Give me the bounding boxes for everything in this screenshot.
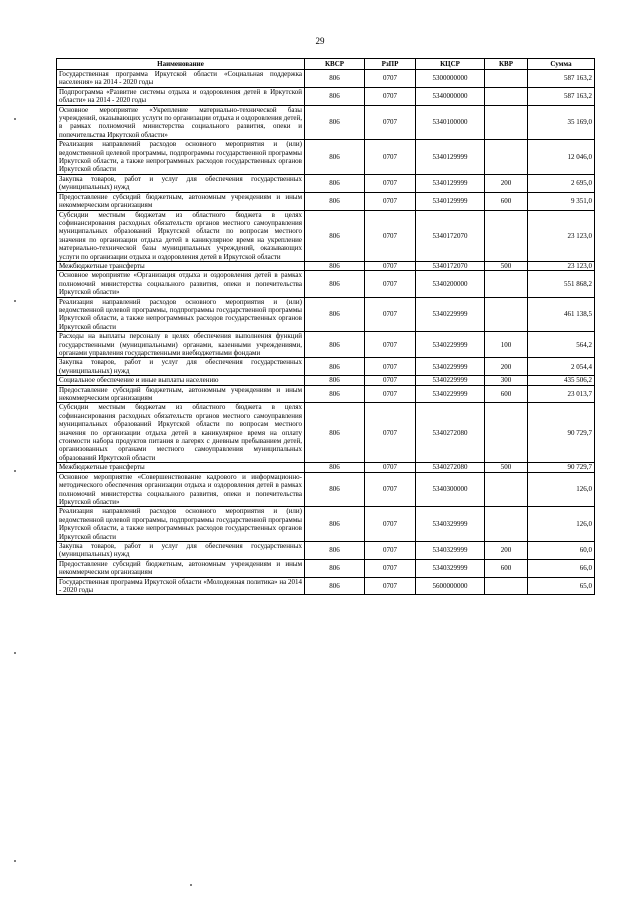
- cell-kcsr: 5340300000: [416, 472, 485, 507]
- cell-name: Реализация направлений расходов основного мероприятия и (или) ведомственной целевой программы, подпрограммы государственной программы Иркутской области, а также непрограммных расходов государственных органов Иркутской области: [57, 507, 305, 542]
- header-name: Наименование: [57, 59, 305, 70]
- table-row: [57, 463, 595, 472]
- cell-sum: 23 123,0: [528, 210, 595, 261]
- cell-kcsr: 5340229999: [416, 376, 485, 385]
- cell-kcsr: 5340272080: [416, 403, 485, 463]
- cell-rzpr: 0707: [365, 577, 416, 595]
- cell-kvr: 500: [485, 463, 528, 472]
- table-row: [57, 140, 595, 175]
- cell-rzpr: 0707: [365, 385, 416, 403]
- cell-kcsr: 5340129999: [416, 140, 485, 175]
- cell-kcsr: 5340100000: [416, 105, 485, 140]
- table-row: [57, 261, 595, 270]
- cell-sum: 60,0: [528, 541, 595, 559]
- cell-kvsr: 806: [305, 577, 365, 595]
- cell-name: Государственная программа Иркутской области «Молодежная политика» на 2014 - 2020 годы: [57, 577, 305, 595]
- cell-kvr: [485, 70, 528, 88]
- cell-kvr: 600: [485, 192, 528, 210]
- cell-rzpr: 0707: [365, 192, 416, 210]
- cell-name: Социальное обеспечение и иные выплаты населению: [57, 376, 305, 385]
- cell-rzpr: 0707: [365, 174, 416, 192]
- cell-name: Расходы на выплаты персоналу в целях обеспечения выполнения функций государственными (муниципальными) органами, казенными учреждениями, органами управления государственными внебюджетными фондами: [57, 332, 305, 358]
- cell-kvsr: 806: [305, 140, 365, 175]
- budget-table: [56, 58, 595, 595]
- cell-kcsr: 5600000000: [416, 577, 485, 595]
- cell-rzpr: 0707: [365, 271, 416, 297]
- cell-kvr: 600: [485, 385, 528, 403]
- cell-kvsr: 806: [305, 463, 365, 472]
- cell-rzpr: 0707: [365, 507, 416, 542]
- table-row: [57, 105, 595, 140]
- cell-rzpr: 0707: [365, 559, 416, 577]
- cell-rzpr: 0707: [365, 541, 416, 559]
- cell-rzpr: 0707: [365, 140, 416, 175]
- table-row: [57, 332, 595, 358]
- cell-rzpr: 0707: [365, 472, 416, 507]
- cell-sum: 66,0: [528, 559, 595, 577]
- cell-kvr: 300: [485, 376, 528, 385]
- header-kcsr: КЦСР: [416, 59, 485, 70]
- cell-kvsr: 806: [305, 105, 365, 140]
- cell-kcsr: 5340229999: [416, 332, 485, 358]
- cell-kcsr: 5340129999: [416, 192, 485, 210]
- cell-sum: 9 351,0: [528, 192, 595, 210]
- cell-kvsr: 806: [305, 507, 365, 542]
- cell-kcsr: 5340200000: [416, 271, 485, 297]
- cell-sum: 23 123,0: [528, 261, 595, 270]
- cell-kvsr: 806: [305, 332, 365, 358]
- table-row: [57, 70, 595, 88]
- table-row: [57, 271, 595, 297]
- scan-speck: [14, 860, 16, 862]
- table-row: [57, 376, 595, 385]
- cell-name: Межбюджетные трансферты: [57, 261, 305, 270]
- cell-sum: 2 054,4: [528, 358, 595, 376]
- cell-sum: 90 729,7: [528, 403, 595, 463]
- cell-kvsr: 806: [305, 297, 365, 332]
- cell-kvr: [485, 271, 528, 297]
- table-row: [57, 385, 595, 403]
- cell-kcsr: 5340129999: [416, 174, 485, 192]
- cell-sum: 35 169,0: [528, 105, 595, 140]
- cell-kcsr: 5340229999: [416, 297, 485, 332]
- cell-kvsr: 806: [305, 261, 365, 270]
- cell-kcsr: 5340172070: [416, 261, 485, 270]
- cell-name: Предоставление субсидий бюджетным, автономным учреждениям и иным некоммерческим организациям: [57, 385, 305, 403]
- table-row: [57, 403, 595, 463]
- cell-kvsr: 806: [305, 70, 365, 88]
- cell-rzpr: 0707: [365, 87, 416, 105]
- cell-rzpr: 0707: [365, 70, 416, 88]
- cell-kvsr: 806: [305, 385, 365, 403]
- scan-speck: [14, 652, 16, 654]
- cell-kcsr: 5340329999: [416, 507, 485, 542]
- table-row: [57, 472, 595, 507]
- cell-kvr: 100: [485, 332, 528, 358]
- table-row: [57, 192, 595, 210]
- cell-name: Основное мероприятие «Укрепление материально-технической базы учреждений, оказывающих услуги по организации отдыха и оздоровления детей, в рамках полномочий министерства социального развития, опеки и попечительства Иркутской области»: [57, 105, 305, 140]
- cell-kvsr: 806: [305, 174, 365, 192]
- cell-sum: 435 506,2: [528, 376, 595, 385]
- cell-name: Межбюджетные трансферты: [57, 463, 305, 472]
- cell-name: Основное мероприятие «Совершенствование кадрового и информационно-методического обеспечения организации отдыха и оздоровления детей в рамках полномочий министерства социального развития, опеки и попечительства Иркутской области»: [57, 472, 305, 507]
- cell-name: Закупка товаров, работ и услуг для обеспечения государственных (муниципальных) нужд: [57, 358, 305, 376]
- cell-kvr: [485, 297, 528, 332]
- cell-kvr: [485, 210, 528, 261]
- table-row: [57, 358, 595, 376]
- cell-sum: 587 163,2: [528, 70, 595, 88]
- cell-sum: 587 163,2: [528, 87, 595, 105]
- table-row: [57, 297, 595, 332]
- cell-kvsr: 806: [305, 559, 365, 577]
- cell-name: Основное мероприятие «Организация отдыха и оздоровления детей в рамках полномочий министерства социального развития, опеки и попечительства Иркутской области»: [57, 271, 305, 297]
- cell-kcsr: 5340329999: [416, 559, 485, 577]
- cell-name: Закупка товаров, работ и услуг для обеспечения государственных (муниципальных) нужд: [57, 174, 305, 192]
- scan-speck: [14, 470, 16, 472]
- cell-kvr: [485, 472, 528, 507]
- cell-kcsr: 5340229999: [416, 358, 485, 376]
- cell-kvsr: 806: [305, 541, 365, 559]
- table-row: [57, 541, 595, 559]
- cell-rzpr: 0707: [365, 105, 416, 140]
- table-row: [57, 507, 595, 542]
- table-row: [57, 577, 595, 595]
- table-body: [57, 70, 595, 595]
- scan-speck: [14, 118, 16, 120]
- cell-kvsr: 806: [305, 271, 365, 297]
- scan-speck: [190, 884, 192, 886]
- table-header-row: [57, 59, 595, 70]
- cell-sum: 2 695,0: [528, 174, 595, 192]
- header-kvr: КВР: [485, 59, 528, 70]
- cell-rzpr: 0707: [365, 210, 416, 261]
- header-kvsr: КВСР: [305, 59, 365, 70]
- cell-sum: 126,0: [528, 507, 595, 542]
- cell-rzpr: 0707: [365, 463, 416, 472]
- cell-sum: 23 013,7: [528, 385, 595, 403]
- scan-speck: [14, 300, 16, 302]
- cell-kvsr: 806: [305, 87, 365, 105]
- cell-kvsr: 806: [305, 376, 365, 385]
- cell-kvsr: 806: [305, 472, 365, 507]
- cell-sum: 90 729,7: [528, 463, 595, 472]
- cell-rzpr: 0707: [365, 297, 416, 332]
- cell-kvr: [485, 577, 528, 595]
- cell-name: Предоставление субсидий бюджетным, автономным учреждениям и иным некоммерческим организациям: [57, 192, 305, 210]
- cell-kcsr: 5300000000: [416, 70, 485, 88]
- cell-sum: 461 138,5: [528, 297, 595, 332]
- cell-kvr: 200: [485, 174, 528, 192]
- table-row: [57, 559, 595, 577]
- cell-kcsr: 5340329999: [416, 541, 485, 559]
- cell-rzpr: 0707: [365, 376, 416, 385]
- cell-rzpr: 0707: [365, 332, 416, 358]
- cell-kvr: [485, 105, 528, 140]
- page-number: 29: [315, 36, 325, 46]
- cell-kcsr: 5340272080: [416, 463, 485, 472]
- cell-kvsr: 806: [305, 192, 365, 210]
- cell-name: Субсидии местным бюджетам из областного бюджета в целях софинансирования расходных обязательств органов местного самоуправления муниципальных образований Иркутской области по вопросам местного значения по организации отдыха детей в каникулярное время на оплату стоимости набора продуктов питания в лагерях с дневным пребыванием детей, организованных органами местного самоуправления муниципальных образований Иркутской области: [57, 403, 305, 463]
- cell-kvsr: 806: [305, 358, 365, 376]
- cell-name: Подпрограмма «Развитие системы отдыха и оздоровления детей в Иркутской области» на 2014 - 2020 годы: [57, 87, 305, 105]
- cell-name: Предоставление субсидий бюджетным, автономным учреждениям и иным некоммерческим организациям: [57, 559, 305, 577]
- cell-name: Реализация направлений расходов основного мероприятия и (или) ведомственной целевой программы, подпрограммы государственной программы Иркутской области, а также непрограммных расходов государственных органов Иркутской области: [57, 140, 305, 175]
- cell-rzpr: 0707: [365, 403, 416, 463]
- header-sum: Сумма: [528, 59, 595, 70]
- table-row: [57, 87, 595, 105]
- table-row: [57, 210, 595, 261]
- cell-name: Субсидии местным бюджетам из областного бюджета в целях софинансирования расходных обязательств органов местного самоуправления муниципальных образований Иркутской области по вопросам местного значения по организации отдыха детей в каникулярное время на укрепление материально-технической базы муниципальных учреждений, оказывающих услуги по организации отдыха и оздоровления детей в Иркутской области: [57, 210, 305, 261]
- cell-name: Реализация направлений расходов основного мероприятия и (или) ведомственной целевой программы, подпрограммы государственной программы Иркутской области, а также непрограммных расходов государственных органов Иркутской области: [57, 297, 305, 332]
- cell-kcsr: 5340229999: [416, 385, 485, 403]
- table-row: [57, 174, 595, 192]
- cell-kcsr: 5340172070: [416, 210, 485, 261]
- header-rzpr: РзПР: [365, 59, 416, 70]
- cell-sum: 65,0: [528, 577, 595, 595]
- cell-sum: 564,2: [528, 332, 595, 358]
- cell-kvsr: 806: [305, 403, 365, 463]
- cell-rzpr: 0707: [365, 261, 416, 270]
- cell-rzpr: 0707: [365, 358, 416, 376]
- cell-kvr: 500: [485, 261, 528, 270]
- cell-name: Государственная программа Иркутской области «Социальная поддержка населения» на 2014 - 2020 годы: [57, 70, 305, 88]
- cell-sum: 126,0: [528, 472, 595, 507]
- cell-sum: 551 868,2: [528, 271, 595, 297]
- cell-kvr: 600: [485, 559, 528, 577]
- cell-kvr: [485, 507, 528, 542]
- cell-kvr: [485, 403, 528, 463]
- cell-kvsr: 806: [305, 210, 365, 261]
- cell-kvr: 200: [485, 358, 528, 376]
- cell-sum: 12 046,0: [528, 140, 595, 175]
- cell-name: Закупка товаров, работ и услуг для обеспечения государственных (муниципальных) нужд: [57, 541, 305, 559]
- cell-kvr: [485, 140, 528, 175]
- cell-kcsr: 5340000000: [416, 87, 485, 105]
- cell-kvr: 200: [485, 541, 528, 559]
- cell-kvr: [485, 87, 528, 105]
